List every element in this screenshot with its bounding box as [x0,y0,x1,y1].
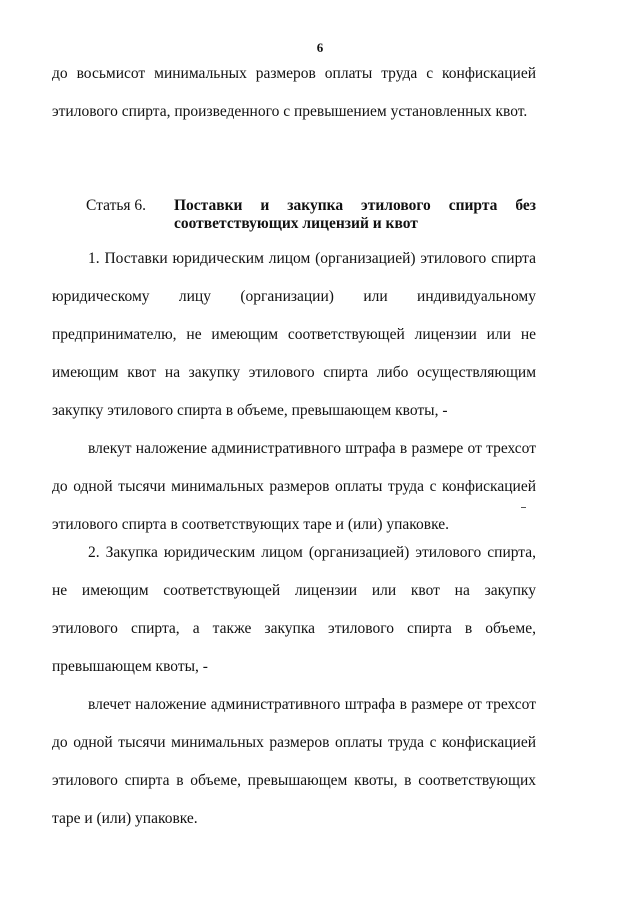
paragraph-line: влечет наложение административного штрафа в размере от трехсот [88,696,536,713]
article-heading-row-1 [86,197,536,215]
paragraph-line: до одной тысячи минимальных размеров оплаты труда с конфискацией [52,478,536,495]
paragraph-line: 1. Поставки юридическим лицом (организацией) этилового спирта [88,250,536,267]
paragraph-line: этилового спирта в объеме, превышающем квоты, в соответствующих [52,772,536,789]
intro-line: до восьмисот минимальных размеров оплаты труда с конфискацией [52,65,536,82]
article-label: Статья 6. [86,197,147,214]
intro-paragraph [52,64,536,124]
article-title-line-1: Поставки и закупка этилового спирта без [174,197,536,214]
paragraph-line: предпринимателю, не имеющим соответствующей лицензии или не [52,326,536,343]
paragraph-line: не имеющим соответствующей лицензии или квот на закупку [52,582,536,599]
paragraph-line: влекут наложение административного штрафа в размере от трехсот [88,440,536,457]
article-title-line-2: соответствующих лицензий и квот [174,215,418,232]
section-2 [52,543,536,833]
paragraph-line: закупку этилового спирта в объеме, превышающем квоты, - [52,402,448,419]
paragraph-line: до одной тысячи минимальных размеров оплаты труда с конфискацией [52,734,536,751]
paragraph-line: таре и (или) упаковке. [52,810,198,827]
paragraph-line: 2. Закупка юридическим лицом (организацией) этилового спирта, [88,544,536,561]
paragraph-line: превышающем квоты, - [52,658,208,675]
article-heading-row-2 [86,215,536,233]
paragraph-line: имеющим квот на закупку этилового спирта либо осуществляющим [52,364,536,381]
page-number: 6 [316,40,324,55]
article-heading [86,197,536,233]
intro-line: этилового спирта, произведенного с превышением установленных квот. [52,103,528,120]
section-1 [52,249,536,539]
paragraph-line: этилового спирта, а также закупка этилового спирта в объеме, [52,620,536,637]
paragraph-line: этилового спирта в соответствующих таре и (или) упаковке. [52,516,450,533]
paragraph-line: юридическому лицу (организации) или индивидуальному [52,288,536,305]
scan-artifact [521,507,526,508]
